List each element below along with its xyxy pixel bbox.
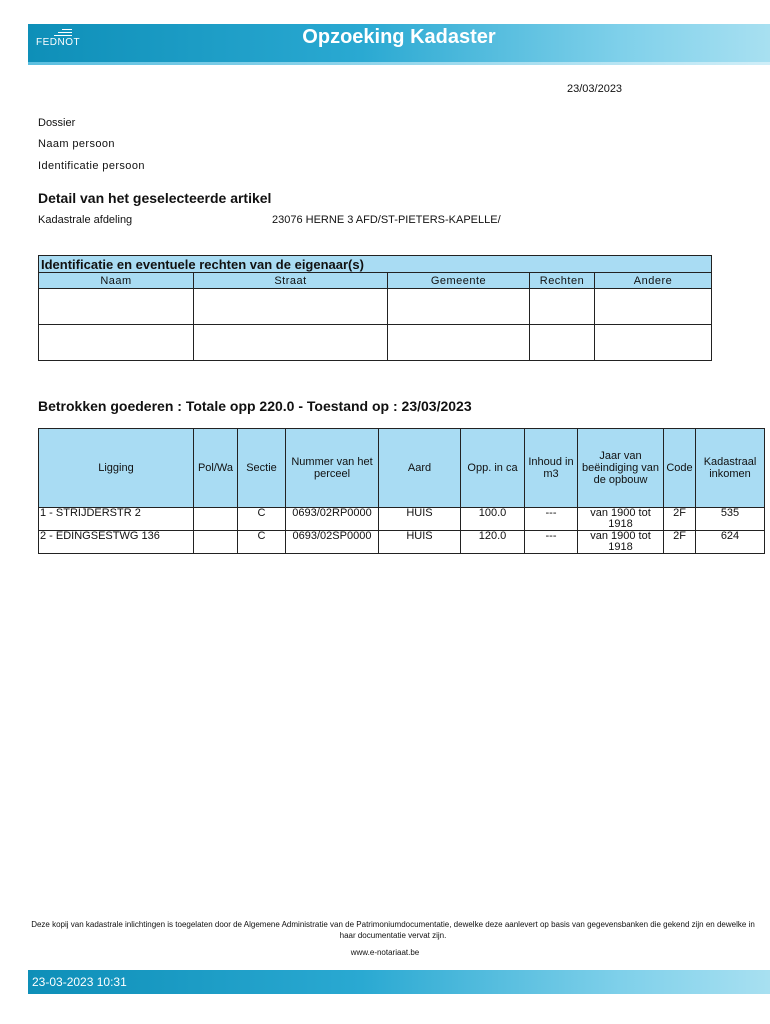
cell-kadastraal-inkomen: 624	[696, 531, 765, 554]
cell-opp: 120.0	[461, 531, 525, 554]
table-cell	[530, 289, 595, 325]
header-band	[28, 24, 770, 62]
column-header-kadastraal-inkomen: Kadastraal inkomen	[696, 429, 765, 508]
dossier-label: Dossier	[38, 117, 76, 129]
cell-ligging: 1 - STRIJDERSTR 2	[39, 508, 194, 531]
cell-sectie: C	[238, 508, 286, 531]
cell-inhoud: ---	[525, 508, 578, 531]
cell-ligging: 2 - EDINGSESTWG 136	[39, 531, 194, 554]
cell-opp: 100.0	[461, 508, 525, 531]
column-header-sectie: Sectie	[238, 429, 286, 508]
column-header-aard: Aard	[379, 429, 461, 508]
cell-nummer: 0693/02RP0000	[286, 508, 379, 531]
table-cell	[595, 289, 712, 325]
owners-table	[38, 255, 712, 361]
goods-heading: Betrokken goederen : Totale opp 220.0 - Toestand op : 23/03/2023	[38, 398, 472, 414]
table-cell	[595, 325, 712, 361]
cell-nummer: 0693/02SP0000	[286, 531, 379, 554]
column-header-inhoud: Inhoud in m3	[525, 429, 578, 508]
column-header-opp: Opp. in ca	[461, 429, 525, 508]
column-header-andere: Andere	[595, 273, 712, 289]
table-row	[39, 325, 712, 361]
column-header-rechten: Rechten	[530, 273, 595, 289]
owners-table-caption: Identificatie en eventuele rechten van de eigenaar(s)	[39, 256, 712, 273]
footer-band	[28, 970, 770, 994]
table-cell	[194, 289, 388, 325]
column-header-nummer-perceel: Nummer van het perceel	[286, 429, 379, 508]
goods-table	[38, 428, 765, 554]
column-header-jaar: Jaar van beëindiging van de opbouw	[578, 429, 664, 508]
kadastrale-afdeling-label: Kadastrale afdeling	[38, 214, 133, 226]
cell-sectie: C	[238, 531, 286, 554]
column-header-straat: Straat	[194, 273, 388, 289]
footer-timestamp: 23-03-2023 10:31	[32, 975, 127, 989]
cell-aard: HUIS	[379, 508, 461, 531]
table-cell	[39, 325, 194, 361]
table-cell	[194, 325, 388, 361]
naam-persoon-label: Naam persoon	[38, 138, 115, 150]
page-title: Opzoeking Kadaster	[302, 26, 496, 48]
cell-code: 2F	[664, 531, 696, 554]
table-cell	[388, 289, 530, 325]
header-underline	[28, 62, 770, 65]
table-row	[39, 289, 712, 325]
column-header-gemeente: Gemeente	[388, 273, 530, 289]
document-date: 23/03/2023	[567, 83, 623, 95]
cell-code: 2F	[664, 508, 696, 531]
fednot-logo: FEDNOT	[36, 37, 81, 48]
cell-inhoud: ---	[525, 531, 578, 554]
table-cell	[39, 289, 194, 325]
column-header-pol-wa: Pol/Wa	[194, 429, 238, 508]
column-header-ligging: Ligging	[39, 429, 194, 508]
kadastrale-afdeling-value: 23076 HERNE 3 AFD/ST-PIETERS-KAPELLE/	[272, 214, 501, 226]
footer-disclaimer: Deze kopij van kadastrale inlichtingen is toegelaten door de Algemene Administratie van de Patrimoniumdocumentatie, dewelke deze aanlevert op basis van gegevensbanken die gekend zijn en dewelke in haar documentatie vervat zijn.	[31, 920, 755, 940]
column-header-naam: Naam	[39, 273, 194, 289]
detail-heading: Detail van het geselecteerde artikel	[38, 190, 272, 206]
cell-pol-wa	[194, 531, 238, 554]
cell-kadastraal-inkomen: 535	[696, 508, 765, 531]
identificatie-persoon-label: Identificatie persoon	[38, 160, 145, 172]
table-row	[39, 508, 765, 531]
column-header-code: Code	[664, 429, 696, 508]
table-cell	[388, 325, 530, 361]
footer-url: www.e-notariaat.be	[350, 948, 420, 957]
cell-jaar: van 1900 tot 1918	[578, 508, 664, 531]
goods-header-row	[39, 429, 765, 508]
table-row	[39, 531, 765, 554]
cell-jaar: van 1900 tot 1918	[578, 531, 664, 554]
table-cell	[530, 325, 595, 361]
cell-pol-wa	[194, 508, 238, 531]
cell-aard: HUIS	[379, 531, 461, 554]
